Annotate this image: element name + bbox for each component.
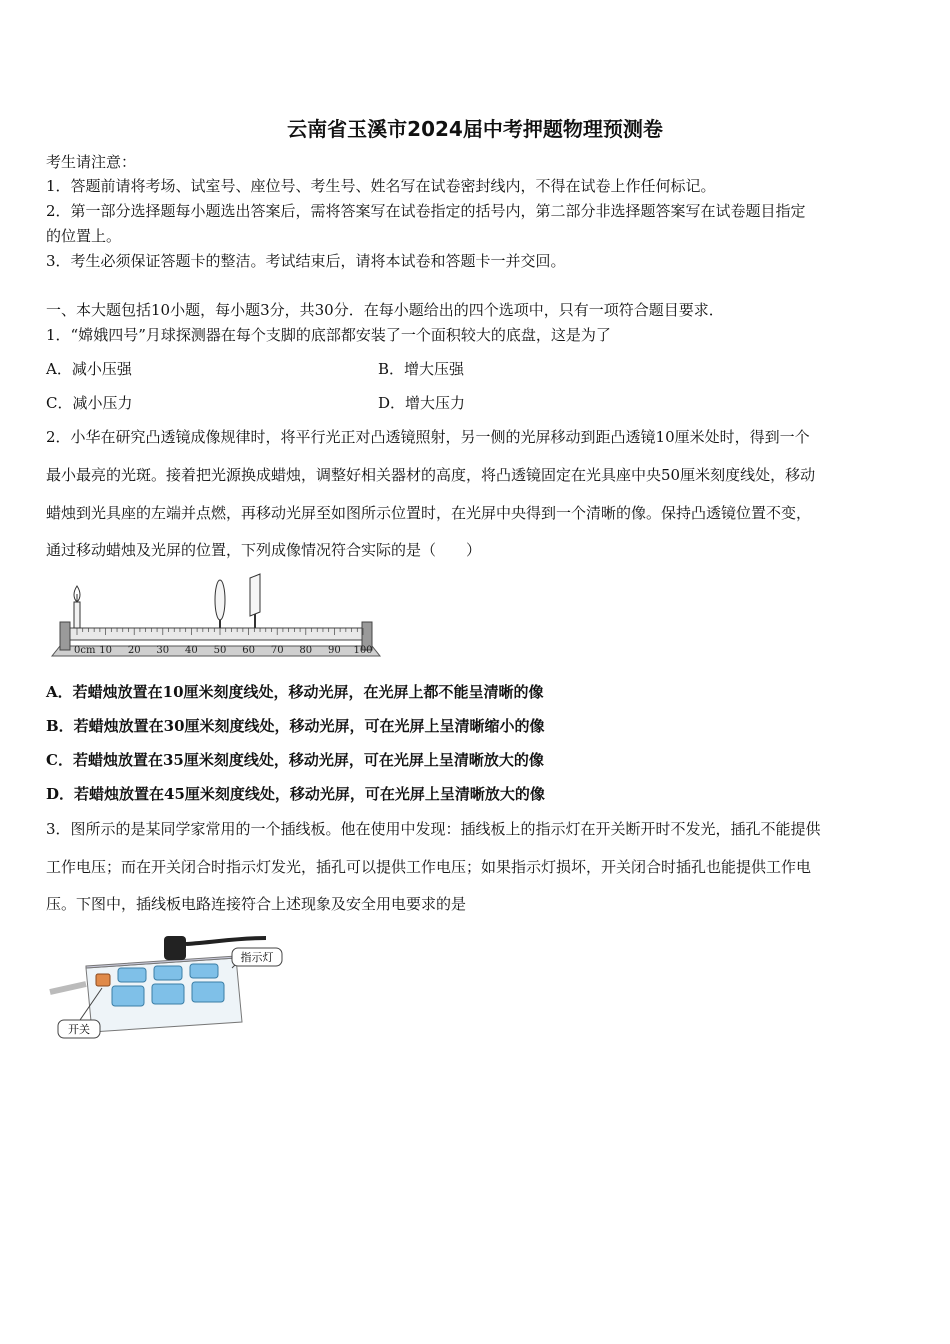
ruler-label: 40 bbox=[185, 645, 198, 656]
convex-lens bbox=[215, 580, 225, 628]
notice-item: 2．第一部分选择题每小题选出答案后，需将答案写在试卷指定的括号内，第二部分非选择题答案写在试卷题目指定 bbox=[46, 202, 806, 220]
q3-stem-line: 3．图所示的是某同学家常用的一个插线板。他在使用中发现：插线板上的指示灯在开关断开时不发光，插孔不能提供 bbox=[46, 820, 821, 838]
notice-item: 的位置上。 bbox=[46, 227, 122, 245]
notice-item: 3．考生必须保证答题卡的整洁。考试结束后，请将本试卷和答题卡一并交回。 bbox=[46, 252, 566, 270]
ruler-label: 70 bbox=[270, 645, 284, 656]
q2-stem-line: 通过移动蜡烛及光屏的位置，下列成像情况符合实际的是（ ） bbox=[46, 541, 482, 559]
notice-item: 1．答题前请将考场、试室号、座位号、考生号、姓名写在试卷密封线内，不得在试卷上作任何标记。 bbox=[46, 177, 716, 195]
candle bbox=[74, 586, 80, 628]
notice-heading: 考生请注意： bbox=[46, 153, 137, 171]
q1-option-d: D．增大压力 bbox=[378, 394, 466, 412]
q2-stem-line: 2．小华在研究凸透镜成像规律时，将平行光正对凸透镜照射，另一侧的光屏移动到距凸透镜10厘米处时，得到一个 bbox=[46, 428, 810, 446]
q2-stem-line: 蜡烛到光具座的左端并点燃，再移动光屏至如图所示位置时，在光屏中央得到一个清晰的像。保持凸透镜位置不变， bbox=[46, 504, 812, 522]
ruler-label: 80 bbox=[299, 645, 313, 656]
ruler-label: 60 bbox=[242, 645, 255, 656]
q3-stem-line: 压。下图中，插线板电路连接符合上述现象及安全用电要求的是 bbox=[46, 895, 467, 913]
q1-stem: 1．“嫦娥四号”月球探测器在每个支脚的底部都安装了一个面积较大的底盘，这是为了 bbox=[46, 326, 611, 344]
q2-option-b: B．若蜡烛放置在30厘米刻度线处，移动光屏，可在光屏上呈清晰缩小的像 bbox=[46, 717, 545, 735]
switch-button bbox=[96, 974, 110, 986]
ruler-label: 20 bbox=[127, 645, 141, 656]
light-screen bbox=[250, 574, 260, 628]
ruler-label: 0cm bbox=[74, 645, 96, 656]
ruler-label: 10 bbox=[99, 645, 112, 656]
q3-stem-line: 工作电压；而在开关闭合时指示灯发光，插孔可以提供工作电压；如果指示灯损坏，开关闭合时插孔也能提供工作电 bbox=[46, 858, 812, 876]
section-heading: 一、本大题包括10小题，每小题3分，共30分．在每小题给出的四个选项中，只有一项符合题目要求． bbox=[46, 301, 724, 319]
power-strip-figure bbox=[46, 928, 296, 1046]
q2-option-a: A．若蜡烛放置在10厘米刻度线处，移动光屏，在光屏上都不能呈清晰的像 bbox=[46, 683, 544, 701]
switch-label: 开关 bbox=[68, 1023, 90, 1036]
ruler-label: 30 bbox=[156, 645, 170, 656]
q2-stem-line: 最小最亮的光斑。接着把光源换成蜡烛，调整好相关器材的高度，将凸透镜固定在光具座中央50厘米刻度线处，移动 bbox=[46, 466, 816, 484]
power-cord bbox=[50, 984, 86, 992]
q1-option-a: A．减小压强 bbox=[46, 360, 132, 378]
q2-option-c: C．若蜡烛放置在35厘米刻度线处，移动光屏，可在光屏上呈清晰放大的像 bbox=[46, 751, 544, 769]
ruler-label: 90 bbox=[328, 645, 341, 656]
ruler-label: 100 bbox=[353, 645, 373, 656]
q1-option-b: B．增大压强 bbox=[378, 360, 465, 378]
q2-option-d: D．若蜡烛放置在45厘米刻度线处，移动光屏，可在光屏上呈清晰放大的像 bbox=[46, 785, 545, 803]
indicator-label: 指示灯 bbox=[240, 951, 274, 964]
optical-bench-figure bbox=[46, 572, 386, 664]
page-title: 云南省玉溪市2024届中考押题物理预测卷 bbox=[287, 117, 663, 141]
q1-option-c: C．减小压力 bbox=[46, 394, 133, 412]
left-support bbox=[60, 622, 70, 650]
ruler-label: 50 bbox=[213, 645, 227, 656]
